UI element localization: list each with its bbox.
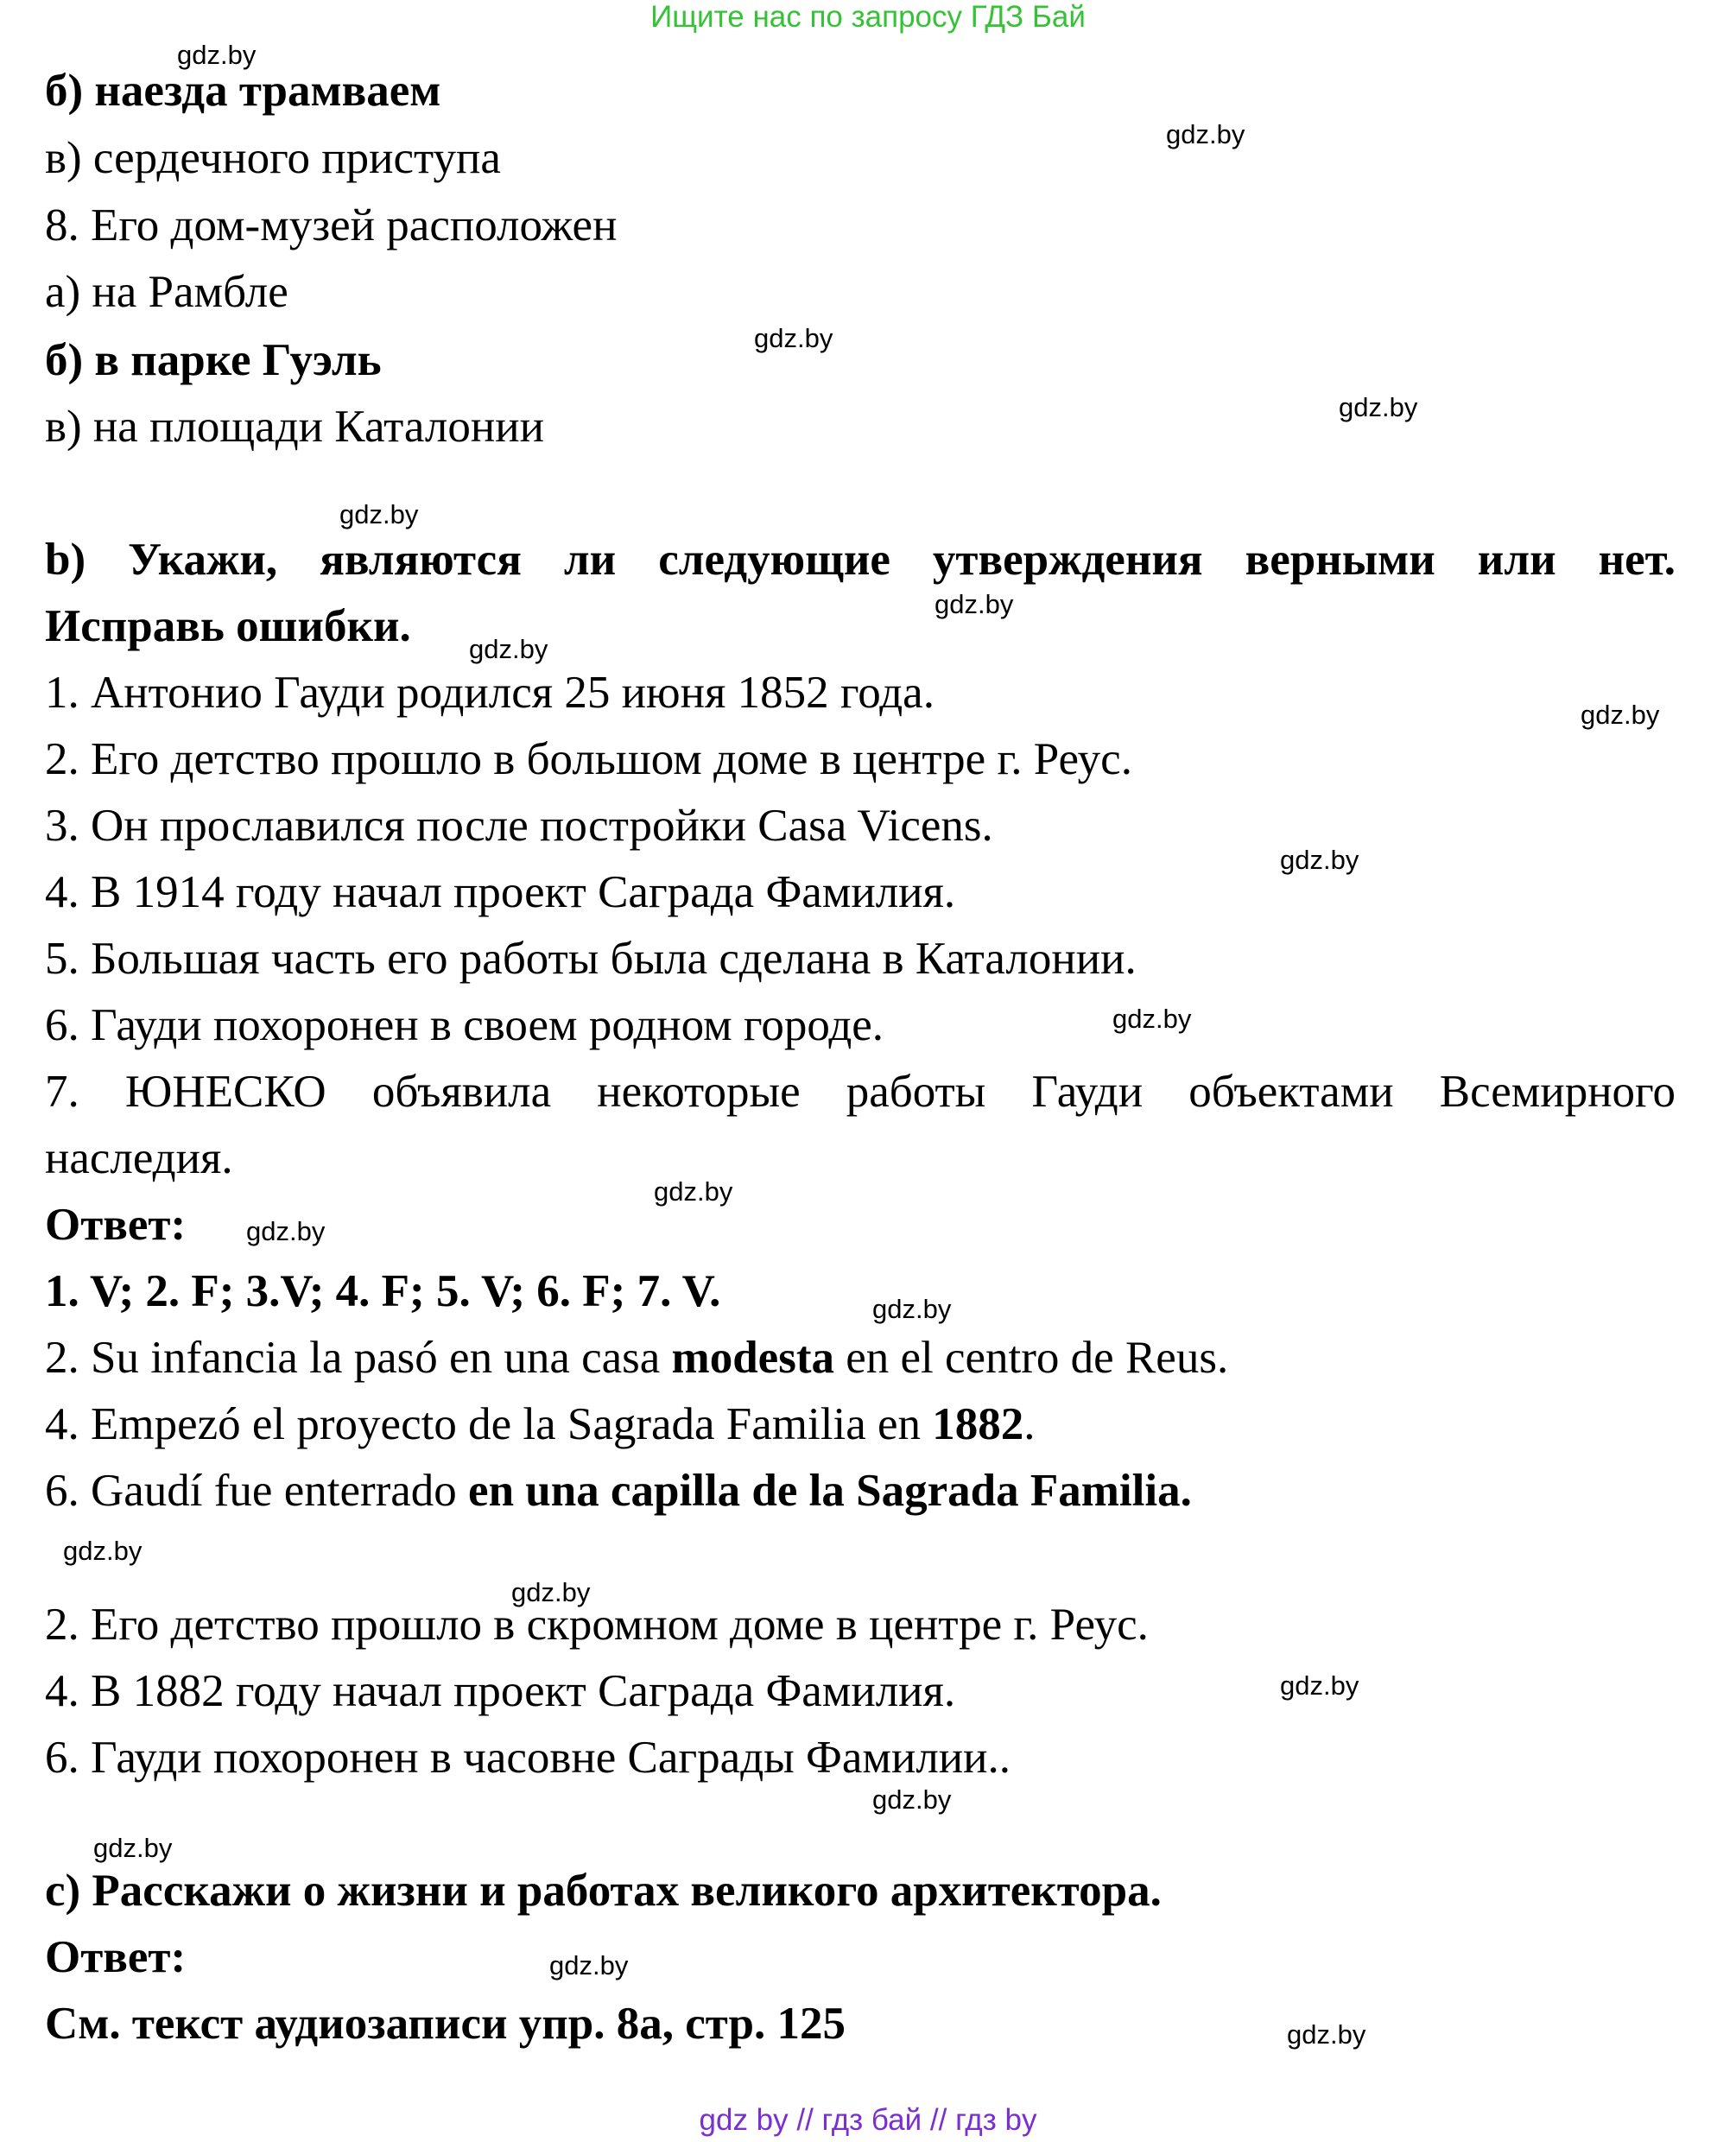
watermark: gdz.by <box>93 1833 173 1863</box>
task-c-heading: c) Расскажи о жизни и работах великого архитектора. <box>45 1866 1162 1916</box>
option-a-rambla: а) на Рамбле <box>45 267 288 317</box>
footer-links[interactable]: gdz by // гдз бай // гдз by <box>699 2103 1037 2137</box>
text-part: . <box>1023 1399 1036 1449</box>
answer-c-text: См. текст аудиозаписи упр. 8а, стр. 125 <box>45 1999 846 2049</box>
text-part-bold: 1882 <box>932 1399 1024 1449</box>
watermark: gdz.by <box>549 1950 629 1980</box>
watermark: gdz.by <box>511 1577 591 1607</box>
watermark: gdz.by <box>63 1536 143 1566</box>
option-c-heart-attack: в) сердечного приступа <box>45 133 501 183</box>
watermark: gdz.by <box>754 323 833 353</box>
watermark: gdz.by <box>1339 392 1418 422</box>
question-8: 8. Его дом-музей расположен <box>45 200 618 250</box>
statement-4: 4. В 1914 году начал проект Саграда Фамилия. <box>45 867 956 917</box>
task-b-word: ли <box>563 535 617 585</box>
statement-2: 2. Его детство прошло в большом доме в центре г. Реус. <box>45 734 1132 784</box>
answer-label: Ответ: <box>45 1200 187 1250</box>
statement-5: 5. Большая часть его работы была сделана в Каталонии. <box>45 934 1137 984</box>
task-b-heading-cont: Исправь ошибки. <box>45 601 411 651</box>
option-b-tram: б) наезда трамваем <box>45 66 441 116</box>
text-part: en el centro de Reus. <box>833 1333 1229 1383</box>
task-b-word: утверждения <box>932 535 1203 585</box>
statement-1: 1. Антонио Гауди родился 25 июня 1852 года. <box>45 668 935 718</box>
task-b-word: нет. <box>1598 535 1676 585</box>
answer-key: 1. V; 2. F; 3.V; 4. F; 5. V; 6. F; 7. V. <box>45 1266 721 1316</box>
watermark: gdz.by <box>177 40 257 70</box>
statement-7-word: 7. <box>45 1067 79 1117</box>
watermark: gdz.by <box>1287 2019 1366 2050</box>
statement-7-word: Гауди <box>1031 1067 1144 1117</box>
task-b-word: b) <box>45 535 86 585</box>
statement-7-word: ЮНЕСКО <box>124 1067 326 1117</box>
statement-7-word: некоторые <box>597 1067 801 1117</box>
option-b-park-guell: б) в парке Гуэль <box>45 335 382 385</box>
task-b-word: Укажи, <box>128 535 278 585</box>
statement-7-word: объектами <box>1188 1067 1394 1117</box>
task-b-word: следующие <box>658 535 890 585</box>
watermark: gdz.by <box>872 1294 952 1324</box>
statement-6: 6. Гауди похоронен в своем родном городе. <box>45 1000 884 1050</box>
correction-ru-4: 4. В 1882 году начал проект Саграда Фамилия. <box>45 1666 956 1716</box>
watermark: gdz.by <box>935 589 1014 619</box>
watermark: gdz.by <box>872 1784 952 1815</box>
watermark: gdz.by <box>1280 845 1359 875</box>
text-part-bold: en una capilla de la Sagrada Familia. <box>468 1466 1192 1516</box>
correction-ru-6: 6. Гауди похоронен в часовне Саграды Фамилии.. <box>45 1733 1011 1783</box>
task-b-word: или <box>1477 535 1556 585</box>
text-part: 4. Empezó el proyecto de la Sagrada Familia en <box>45 1399 933 1449</box>
text-part: 2. Su infancia la pasó en una casa <box>45 1333 672 1383</box>
watermark: gdz.by <box>1112 1004 1192 1034</box>
watermark: gdz.by <box>246 1216 326 1246</box>
watermark: gdz.by <box>469 634 548 664</box>
text-part-bold: modesta <box>671 1333 834 1383</box>
statement-3: 3. Он прославился после постройки Casa Vicens. <box>45 801 993 851</box>
correction-es-2 <box>45 1331 1228 1385</box>
watermark: gdz.by <box>1581 700 1660 730</box>
correction-ru-2: 2. Его детство прошло в скромном доме в центре г. Реус. <box>45 1600 1149 1650</box>
watermark: gdz.by <box>654 1176 733 1207</box>
text-part: 6. Gaudí fue enterrado <box>45 1466 469 1516</box>
watermark: gdz.by <box>339 499 419 529</box>
statement-7-word: Всемирного <box>1439 1067 1676 1117</box>
statement-7 <box>45 1065 1676 1119</box>
task-b-word: верными <box>1245 535 1435 585</box>
correction-es-4 <box>45 1397 1036 1451</box>
option-c-catalonia-square: в) на площади Каталонии <box>45 402 544 452</box>
answer-label-c: Ответ: <box>45 1932 187 1982</box>
correction-es-6 <box>45 1464 1192 1518</box>
statement-7-word: работы <box>846 1067 986 1117</box>
task-b-word: являются <box>320 535 522 585</box>
top-banner[interactable]: Ищите нас по запросу ГДЗ Бай <box>650 0 1086 34</box>
watermark: gdz.by <box>1280 1670 1359 1701</box>
task-b-heading <box>45 533 1676 586</box>
watermark: gdz.by <box>1166 119 1245 149</box>
statement-7-cont: наследия. <box>45 1133 233 1183</box>
statement-7-word: объявила <box>371 1067 552 1117</box>
